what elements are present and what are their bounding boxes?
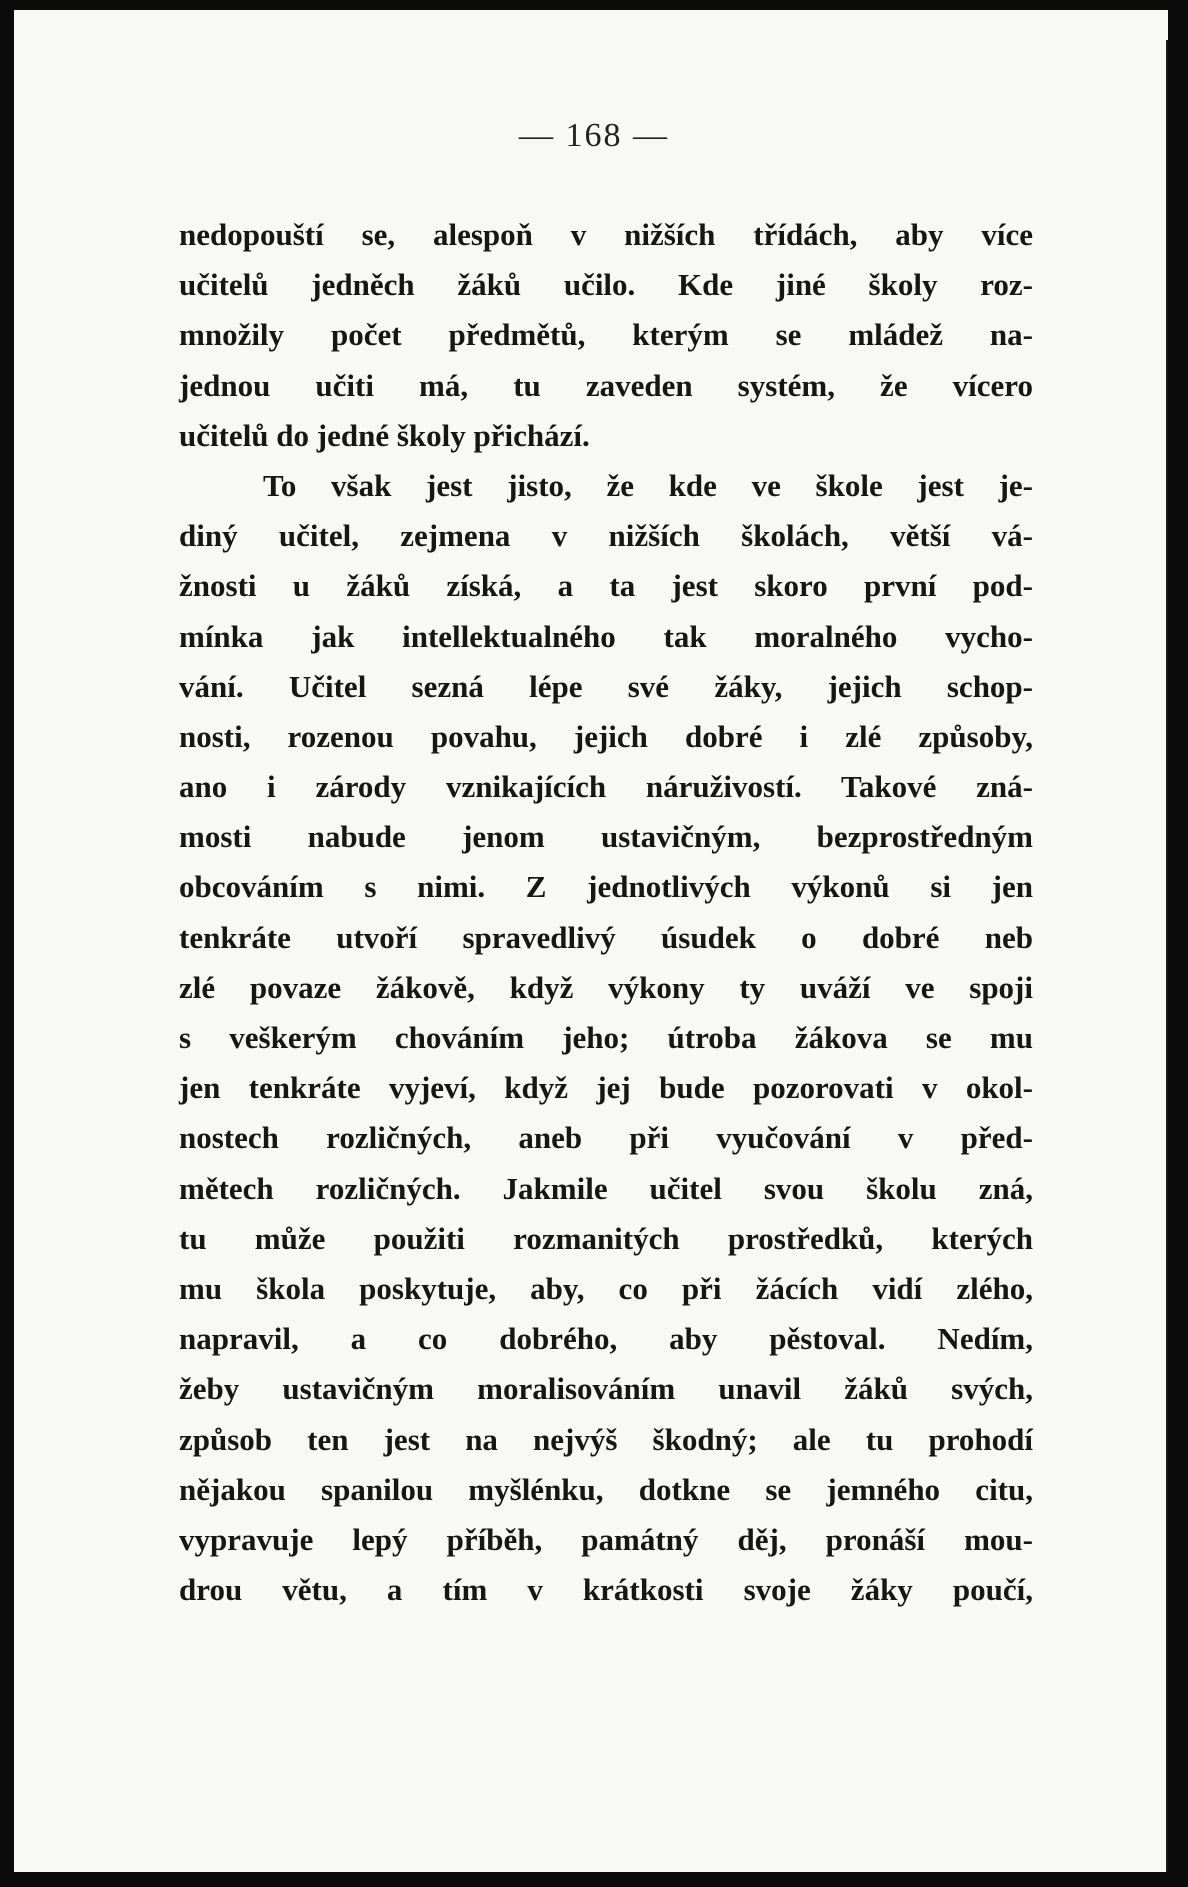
text-line: diný učitel, zejmena v nižších školách, větší vá-	[179, 518, 1033, 554]
text-line: tu může použiti rozmanitých prostředků, kterých	[179, 1220, 1033, 1256]
text-line: jen tenkráte vyjeví, když jej bude pozorovati v okol-	[179, 1070, 1033, 1106]
text-line: obcováním s nimi. Z jednotlivých výkonů si jen	[179, 869, 1033, 905]
body-text	[179, 210, 1033, 1615]
text-line: jednou učiti má, tu zaveden systém, že vícero	[179, 367, 1033, 403]
text-line: žeby ustavičným moralisováním unavil žáků svých,	[179, 1371, 1033, 1407]
text-line: vypravuje lepý příběh, památný děj, pronáší mou-	[179, 1521, 1033, 1557]
text-line: ano i zárody vznikajících náruživostí. Takové zná-	[179, 769, 1033, 805]
text-line: mínka jak intellektualného tak moralného vycho-	[179, 618, 1033, 654]
text-line: mu škola poskytuje, aby, co při žácích vidí zlého,	[179, 1270, 1033, 1306]
text-line: množily počet předmětů, kterým se mládež na-	[179, 317, 1033, 353]
text-line-paragraph-start: To však jest jisto, že kde ve škole jest je-	[263, 467, 1033, 503]
text-line: napravil, a co dobrého, aby pěstoval. Nedím,	[179, 1321, 1033, 1357]
text-line: učitelů jedněch žáků učilo. Kde jiné školy roz-	[179, 267, 1033, 303]
text-line: žnosti u žáků získá, a ta jest skoro první pod-	[179, 568, 1033, 604]
text-line: nějakou spanilou myšlénku, dotkne se jemného citu,	[179, 1471, 1033, 1507]
text-line: vání. Učitel sezná lépe své žáky, jejich schop-	[179, 668, 1033, 704]
text-line: způsob ten jest na nejvýš škodný; ale tu prohodí	[179, 1421, 1033, 1457]
text-line: nostech rozličných, aneb při vyučování v před-	[179, 1120, 1033, 1156]
text-line: nedopouští se, alespoň v nižších třídách, aby více	[179, 217, 1033, 252]
text-line: mosti nabude jenom ustavičným, bezprostředným	[179, 819, 1033, 855]
text-line: nosti, rozenou povahu, jejich dobré i zlé způsoby,	[179, 718, 1033, 754]
text-line: zlé povaze žákově, když výkony ty uváží ve spoji	[179, 969, 1033, 1005]
text-line: drou větu, a tím v krátkosti svoje žáky poučí,	[179, 1572, 1033, 1608]
scan-border-top	[0, 0, 1188, 10]
text-line: učitelů do jedné školy přichází.	[179, 417, 590, 453]
text-line: tenkráte utvoří spravedlivý úsudek o dobré neb	[179, 919, 1033, 955]
text-line: s veškerým chováním jeho; útroba žákova se mu	[179, 1020, 1033, 1055]
scan-border-bottom	[0, 1872, 1188, 1887]
text-line: mětech rozličných. Jakmile učitel svou školu zná,	[179, 1170, 1033, 1206]
scan-border-left	[0, 0, 14, 1887]
scan-border-right	[1168, 0, 1188, 1887]
page-number: — 168 —	[519, 117, 669, 154]
